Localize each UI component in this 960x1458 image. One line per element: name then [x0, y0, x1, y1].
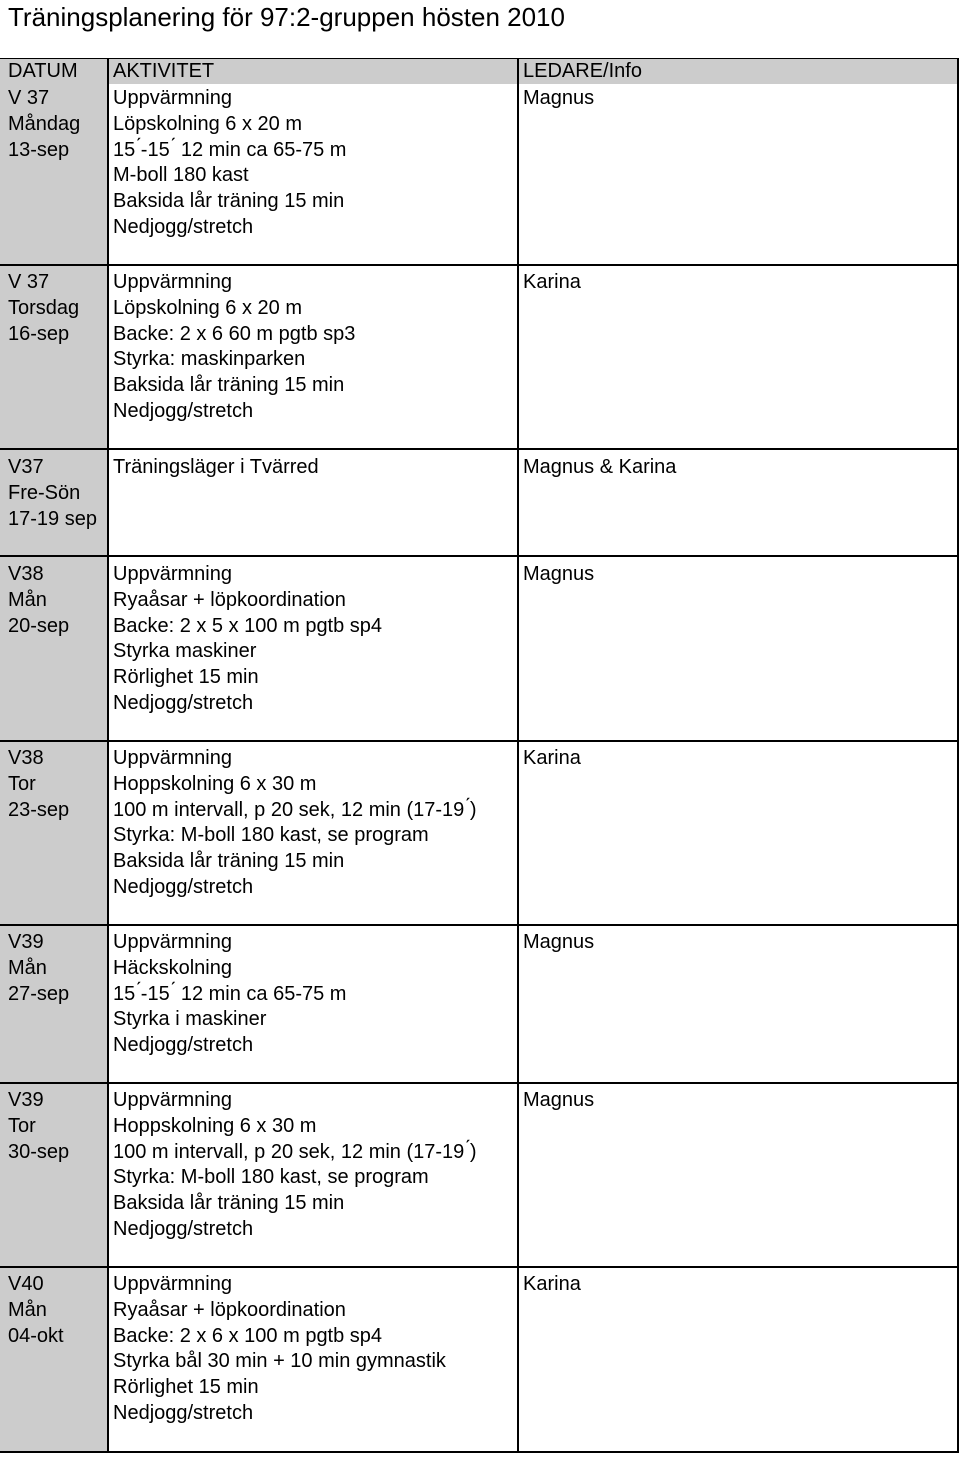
aktivitet-cell-line: Ryaåsar + löpkoordination	[113, 1298, 346, 1321]
aktivitet-cell-line: 100 m intervall, p 20 sek, 12 min (17-19 ́)	[113, 1140, 477, 1163]
datum-cell	[8, 1272, 106, 1349]
aktivitet-cell-line: Baksida lår träning 15 min	[113, 850, 345, 873]
datum-cell-line: Mån	[8, 588, 47, 611]
aktivitet-cell-line: Styrka: M-boll 180 kast, se program	[113, 1166, 429, 1189]
header-ledare: LEDARE/Info	[523, 60, 642, 82]
aktivitet-cell	[113, 1272, 513, 1427]
datum-cell-line: V39	[8, 931, 44, 953]
aktivitet-cell-line: 15 ́-15 ́ 12 min ca 65-75 m	[113, 138, 347, 161]
page-title: Träningsplanering för 97:2-gruppen hösten 2010	[8, 2, 565, 32]
datum-cell-line: V40	[8, 1273, 44, 1295]
ledare-cell-line: Magnus	[523, 563, 595, 585]
aktivitet-cell-line: Nedjogg/stretch	[113, 875, 254, 898]
aktivitet-cell-line: Baksida lår träning 15 min	[113, 190, 345, 213]
datum-cell-line: 30-sep	[8, 1140, 70, 1163]
ledare-cell	[523, 1272, 953, 1298]
aktivitet-cell-line: Styrka bål 30 min + 10 min gymnastik	[113, 1350, 446, 1373]
ledare-cell-line: Magnus & Karina	[523, 456, 677, 478]
header-aktivitet: AKTIVITET	[113, 60, 215, 82]
aktivitet-cell-line: Uppvärmning	[113, 1273, 232, 1295]
aktivitet-cell-line: Uppvärmning	[113, 931, 232, 953]
aktivitet-cell	[113, 1088, 513, 1243]
aktivitet-cell-line: Uppvärmning	[113, 87, 232, 109]
row-separator	[0, 448, 959, 450]
aktivitet-cell-line: Träningsläger i Tvärred	[113, 456, 319, 478]
aktivitet-cell-line: Styrka maskiner	[113, 640, 257, 663]
datum-cell	[8, 930, 106, 1007]
datum-cell	[8, 1088, 106, 1165]
aktivitet-cell-line: Nedjogg/stretch	[113, 399, 254, 422]
aktivitet-cell-line: Uppvärmning	[113, 1089, 232, 1111]
datum-cell-line: 20-sep	[8, 614, 70, 637]
aktivitet-cell-line: Rörlighet 15 min	[113, 666, 259, 689]
row-separator	[0, 555, 959, 557]
aktivitet-cell-line: Backe: 2 x 5 x 100 m pgtb sp4	[113, 614, 383, 637]
datum-cell-line: 23-sep	[8, 798, 70, 821]
aktivitet-cell-line: Löpskolning 6 x 20 m	[113, 112, 303, 135]
aktivitet-cell-line: Nedjogg/stretch	[113, 1034, 254, 1057]
aktivitet-cell-line: Backe: 2 x 6 60 m pgtb sp3	[113, 322, 356, 345]
aktivitet-cell-line: Uppvärmning	[113, 747, 232, 769]
aktivitet-cell	[113, 746, 513, 901]
datum-cell-line: 04-okt	[8, 1324, 64, 1347]
datum-cell-line: Torsdag	[8, 296, 80, 319]
datum-cell-line: 16-sep	[8, 322, 70, 345]
schedule-table	[0, 58, 960, 1453]
datum-cell	[8, 86, 106, 163]
aktivitet-cell-line: Ryaåsar + löpkoordination	[113, 588, 346, 611]
ledare-cell	[523, 455, 953, 481]
datum-cell-line: V38	[8, 747, 44, 769]
datum-cell-line: V39	[8, 1089, 44, 1111]
ledare-cell-line: Magnus	[523, 87, 595, 109]
aktivitet-cell-line: Uppvärmning	[113, 563, 232, 585]
ledare-cell-line: Karina	[523, 1273, 581, 1295]
datum-cell	[8, 562, 106, 639]
aktivitet-cell-line: Nedjogg/stretch	[113, 1217, 254, 1240]
datum-cell-line: Tor	[8, 1114, 36, 1137]
datum-cell-line: V38	[8, 563, 44, 585]
aktivitet-cell-line: Styrka: maskinparken	[113, 348, 306, 371]
aktivitet-cell	[113, 270, 513, 425]
datum-cell-line: Tor	[8, 772, 36, 795]
ledare-cell	[523, 930, 953, 956]
column-divider	[517, 58, 519, 1453]
aktivitet-cell-line: Baksida lår träning 15 min	[113, 374, 345, 397]
aktivitet-cell-line: Baksida lår träning 15 min	[113, 1192, 345, 1215]
datum-cell-line: V 37	[8, 87, 50, 109]
aktivitet-cell-line: Nedjogg/stretch	[113, 215, 254, 238]
aktivitet-cell-line: Styrka i maskiner	[113, 1008, 267, 1031]
aktivitet-cell	[113, 455, 513, 481]
datum-cell-line: Måndag	[8, 112, 81, 135]
datum-cell	[8, 455, 106, 532]
aktivitet-cell-line: 100 m intervall, p 20 sek, 12 min (17-19 ́)	[113, 798, 477, 821]
datum-cell-line: 27-sep	[8, 982, 70, 1005]
row-separator	[0, 924, 959, 926]
datum-cell-line: 17-19 sep	[8, 507, 97, 530]
aktivitet-cell-line: Styrka: M-boll 180 kast, se program	[113, 824, 429, 847]
aktivitet-cell	[113, 930, 513, 1059]
column-divider	[107, 58, 109, 1453]
ledare-cell	[523, 86, 953, 112]
datum-cell-line: 13-sep	[8, 138, 70, 161]
aktivitet-cell-line: Rörlighet 15 min	[113, 1376, 259, 1399]
ledare-cell-line: Magnus	[523, 931, 595, 953]
aktivitet-cell-line: Löpskolning 6 x 20 m	[113, 296, 303, 319]
datum-cell-line: Mån	[8, 956, 47, 979]
ledare-cell-line: Karina	[523, 747, 581, 769]
datum-cell-line: Mån	[8, 1298, 47, 1321]
row-separator	[0, 1266, 959, 1268]
aktivitet-cell-line: Hoppskolning 6 x 30 m	[113, 1114, 317, 1137]
aktivitet-cell	[113, 562, 513, 717]
ledare-cell	[523, 1088, 953, 1114]
row-separator	[0, 740, 959, 742]
ledare-cell-line: Karina	[523, 271, 581, 293]
aktivitet-cell-line: Nedjogg/stretch	[113, 691, 254, 714]
aktivitet-cell-line: Nedjogg/stretch	[113, 1401, 254, 1424]
datum-cell-line: V37	[8, 456, 44, 478]
ledare-cell	[523, 562, 953, 588]
table-right-border	[957, 58, 959, 1453]
row-separator	[0, 264, 959, 266]
datum-cell	[8, 746, 106, 823]
aktivitet-cell-line: Backe: 2 x 6 x 100 m pgtb sp4	[113, 1324, 383, 1347]
row-separator	[0, 1451, 959, 1453]
aktivitet-cell-line: 15 ́-15 ́ 12 min ca 65-75 m	[113, 982, 347, 1005]
aktivitet-cell-line: M-boll 180 kast	[113, 164, 249, 187]
aktivitet-cell-line: Hoppskolning 6 x 30 m	[113, 772, 317, 795]
aktivitet-cell	[113, 86, 513, 241]
datum-cell-line: Fre-Sön	[8, 481, 81, 504]
row-separator	[0, 1082, 959, 1084]
aktivitet-cell-line: Uppvärmning	[113, 271, 232, 293]
ledare-cell	[523, 746, 953, 772]
datum-cell-line: V 37	[8, 271, 50, 293]
aktivitet-cell-line: Häckskolning	[113, 956, 232, 979]
ledare-cell	[523, 270, 953, 296]
ledare-cell-line: Magnus	[523, 1089, 595, 1111]
header-datum: DATUM	[8, 60, 78, 82]
datum-cell	[8, 270, 106, 347]
